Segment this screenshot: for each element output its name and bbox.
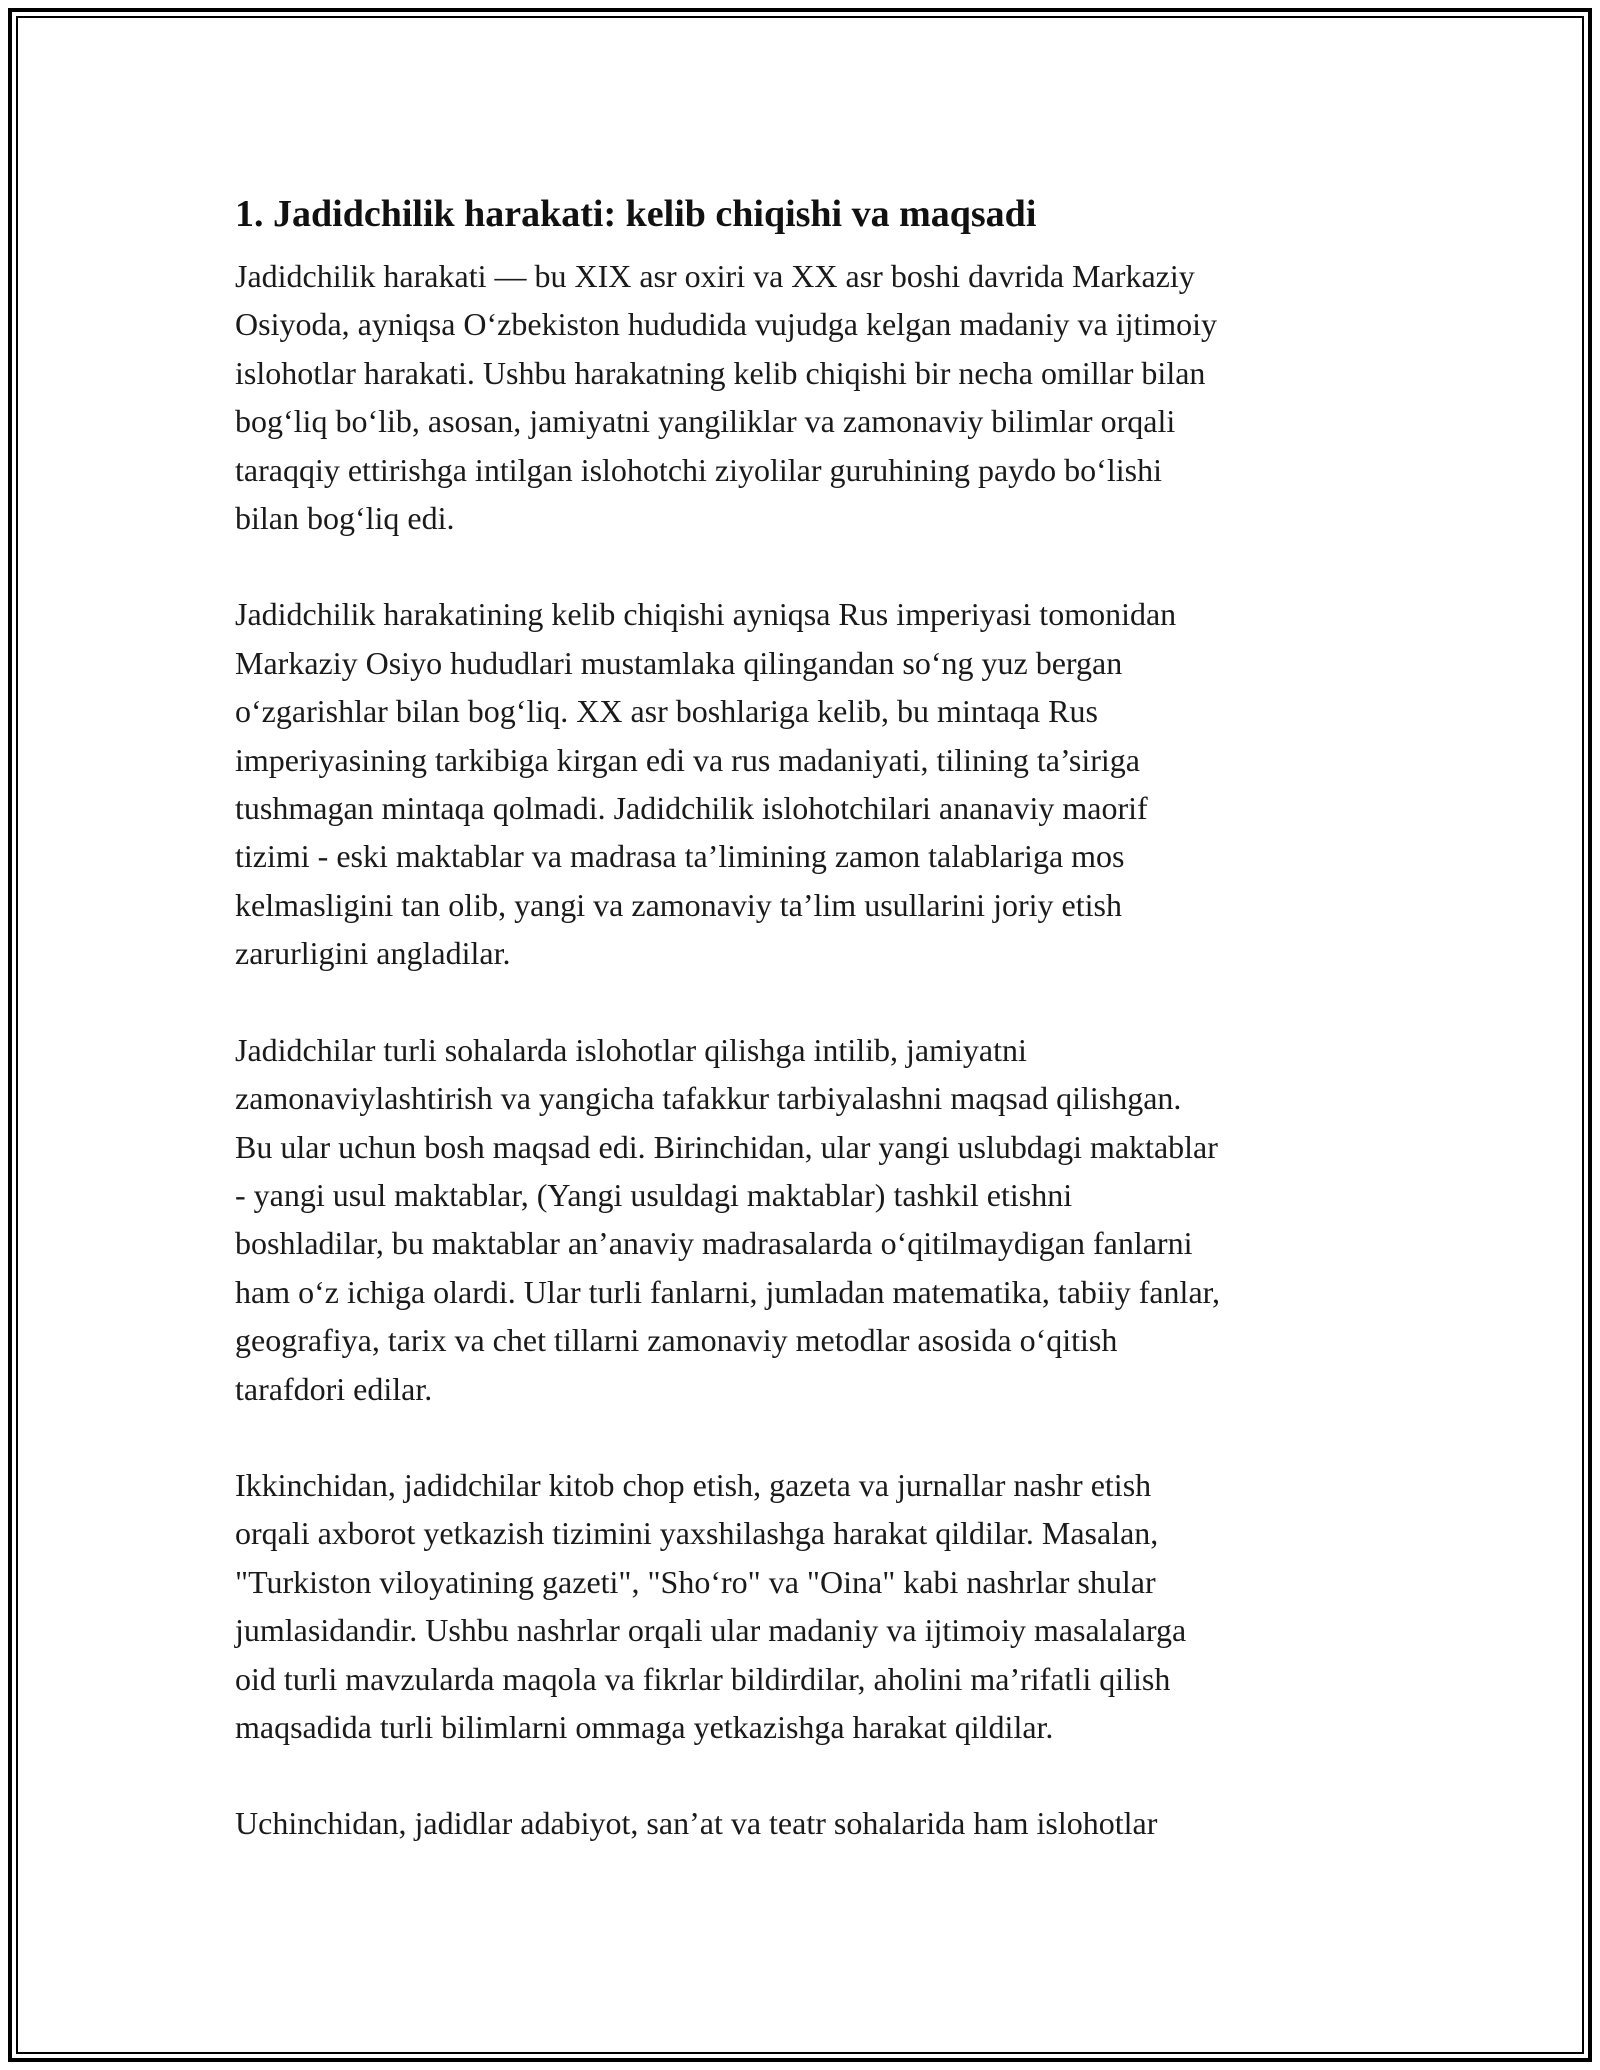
paragraph-2 [235, 590, 1370, 977]
text-line: imperiyasining tarkibiga kirgan edi va rus madaniyati, tilining ta’siriga [235, 741, 1140, 778]
text-line: ham o‘z ichiga olardi. Ular turli fanlarni, jumladan matematika, tabiiy fanlar, [235, 1273, 1221, 1310]
paragraph-1 [235, 252, 1370, 542]
text-line: boshladilar, bu maktablar an’anaviy madrasalarda o‘qitilmaydigan fanlarni [235, 1225, 1193, 1262]
text-line: Jadidchilik harakati — bu XIX asr oxiri va XX asr boshi davrida Markaziy [235, 258, 1195, 294]
paragraph-4 [235, 1461, 1370, 1751]
text-line: oid turli mavzularda maqola va fikrlar bildirdilar, aholini ma’rifatli qilish [235, 1660, 1171, 1697]
text-line: maqsadida turli bilimlarni ommaga yetkazishga harakat qildilar. [235, 1708, 1054, 1745]
text-line: Uchinchidan, jadidlar adabiyot, san’at va teatr sohalarida ham islohotlar [235, 1805, 1158, 1842]
text-line: zarurligini angladilar. [235, 935, 511, 972]
text-line: kelmasligini tan olib, yangi va zamonaviy ta’lim usullarini joriy etish [235, 886, 1122, 923]
text-line: tizimi - eski maktablar va madrasa ta’limining zamon talablariga mos [235, 838, 1125, 875]
text-line: orqali axborot yetkazish tizimini yaxshilashga harakat qildilar. Masalan, [235, 1515, 1159, 1552]
text-line: o‘zgarishlar bilan bog‘liq. XX asr boshlariga kelib, bu mintaqa Rus [235, 693, 1098, 730]
text-line: islohotlar harakati. Ushbu harakatning kelib chiqishi bir necha omillar bilan [235, 354, 1206, 391]
text-line: "Turkiston viloyatining gazeti", "Sho‘ro" va "Oina" kabi nashrlar shular [235, 1563, 1156, 1600]
text-line: bog‘liq bo‘lib, asosan, jamiyatni yangiliklar va zamonaviy bilimlar orqali [235, 403, 1176, 440]
text-line: - yangi usul maktablar, (Yangi usuldagi maktablar) tashkil etishni [235, 1176, 1073, 1213]
text-line: Jadidchilar turli sohalarda islohotlar qilishga intilib, jamiyatni [235, 1031, 1027, 1068]
section-heading: 1. Jadidchilik harakati: kelib chiqishi va maqsadi [235, 193, 1037, 235]
text-line: bilan bog‘liq edi. [235, 500, 455, 537]
text-line: Markaziy Osiyo hududlari mustamlaka qilingandan so‘ng yuz bergan [235, 644, 1123, 681]
text-line: geografiya, tarix va chet tillarni zamonaviy metodlar asosida o‘qitish [235, 1322, 1118, 1359]
text-line: Osiyoda, ayniqsa O‘zbekiston hududida vujudga kelgan madaniy va ijtimoiy [235, 306, 1218, 343]
text-line: tarafdori edilar. [235, 1370, 433, 1407]
text-line: Jadidchilik harakatining kelib chiqishi ayniqsa Rus imperiyasi tomonidan [235, 596, 1177, 633]
text-line: taraqqiy ettirishga intilgan islohotchi ziyolilar guruhining paydo bo‘lishi [235, 451, 1162, 488]
paragraph-3 [235, 1026, 1370, 1413]
text-line: Ikkinchidan, jadidchilar kitob chop etish, gazeta va jurnallar nashr etish [235, 1466, 1152, 1503]
text-line: Bu ular uchun bosh maqsad edi. Birinchidan, ular yangi uslubdagi maktablar [235, 1128, 1218, 1165]
text-line: zamonaviylashtirish va yangicha tafakkur tarbiyalashni maqsad qilishgan. [235, 1080, 1182, 1117]
document-body [235, 188, 1370, 1896]
text-line: jumlasidandir. Ushbu nashrlar orqali ular madaniy va ijtimoiy masalalarga [235, 1612, 1187, 1649]
text-line: tushmagan mintaqa qolmadi. Jadidchilik islohotchilari ananaviy maorif [235, 790, 1148, 827]
paragraph-5 [235, 1799, 1370, 1847]
